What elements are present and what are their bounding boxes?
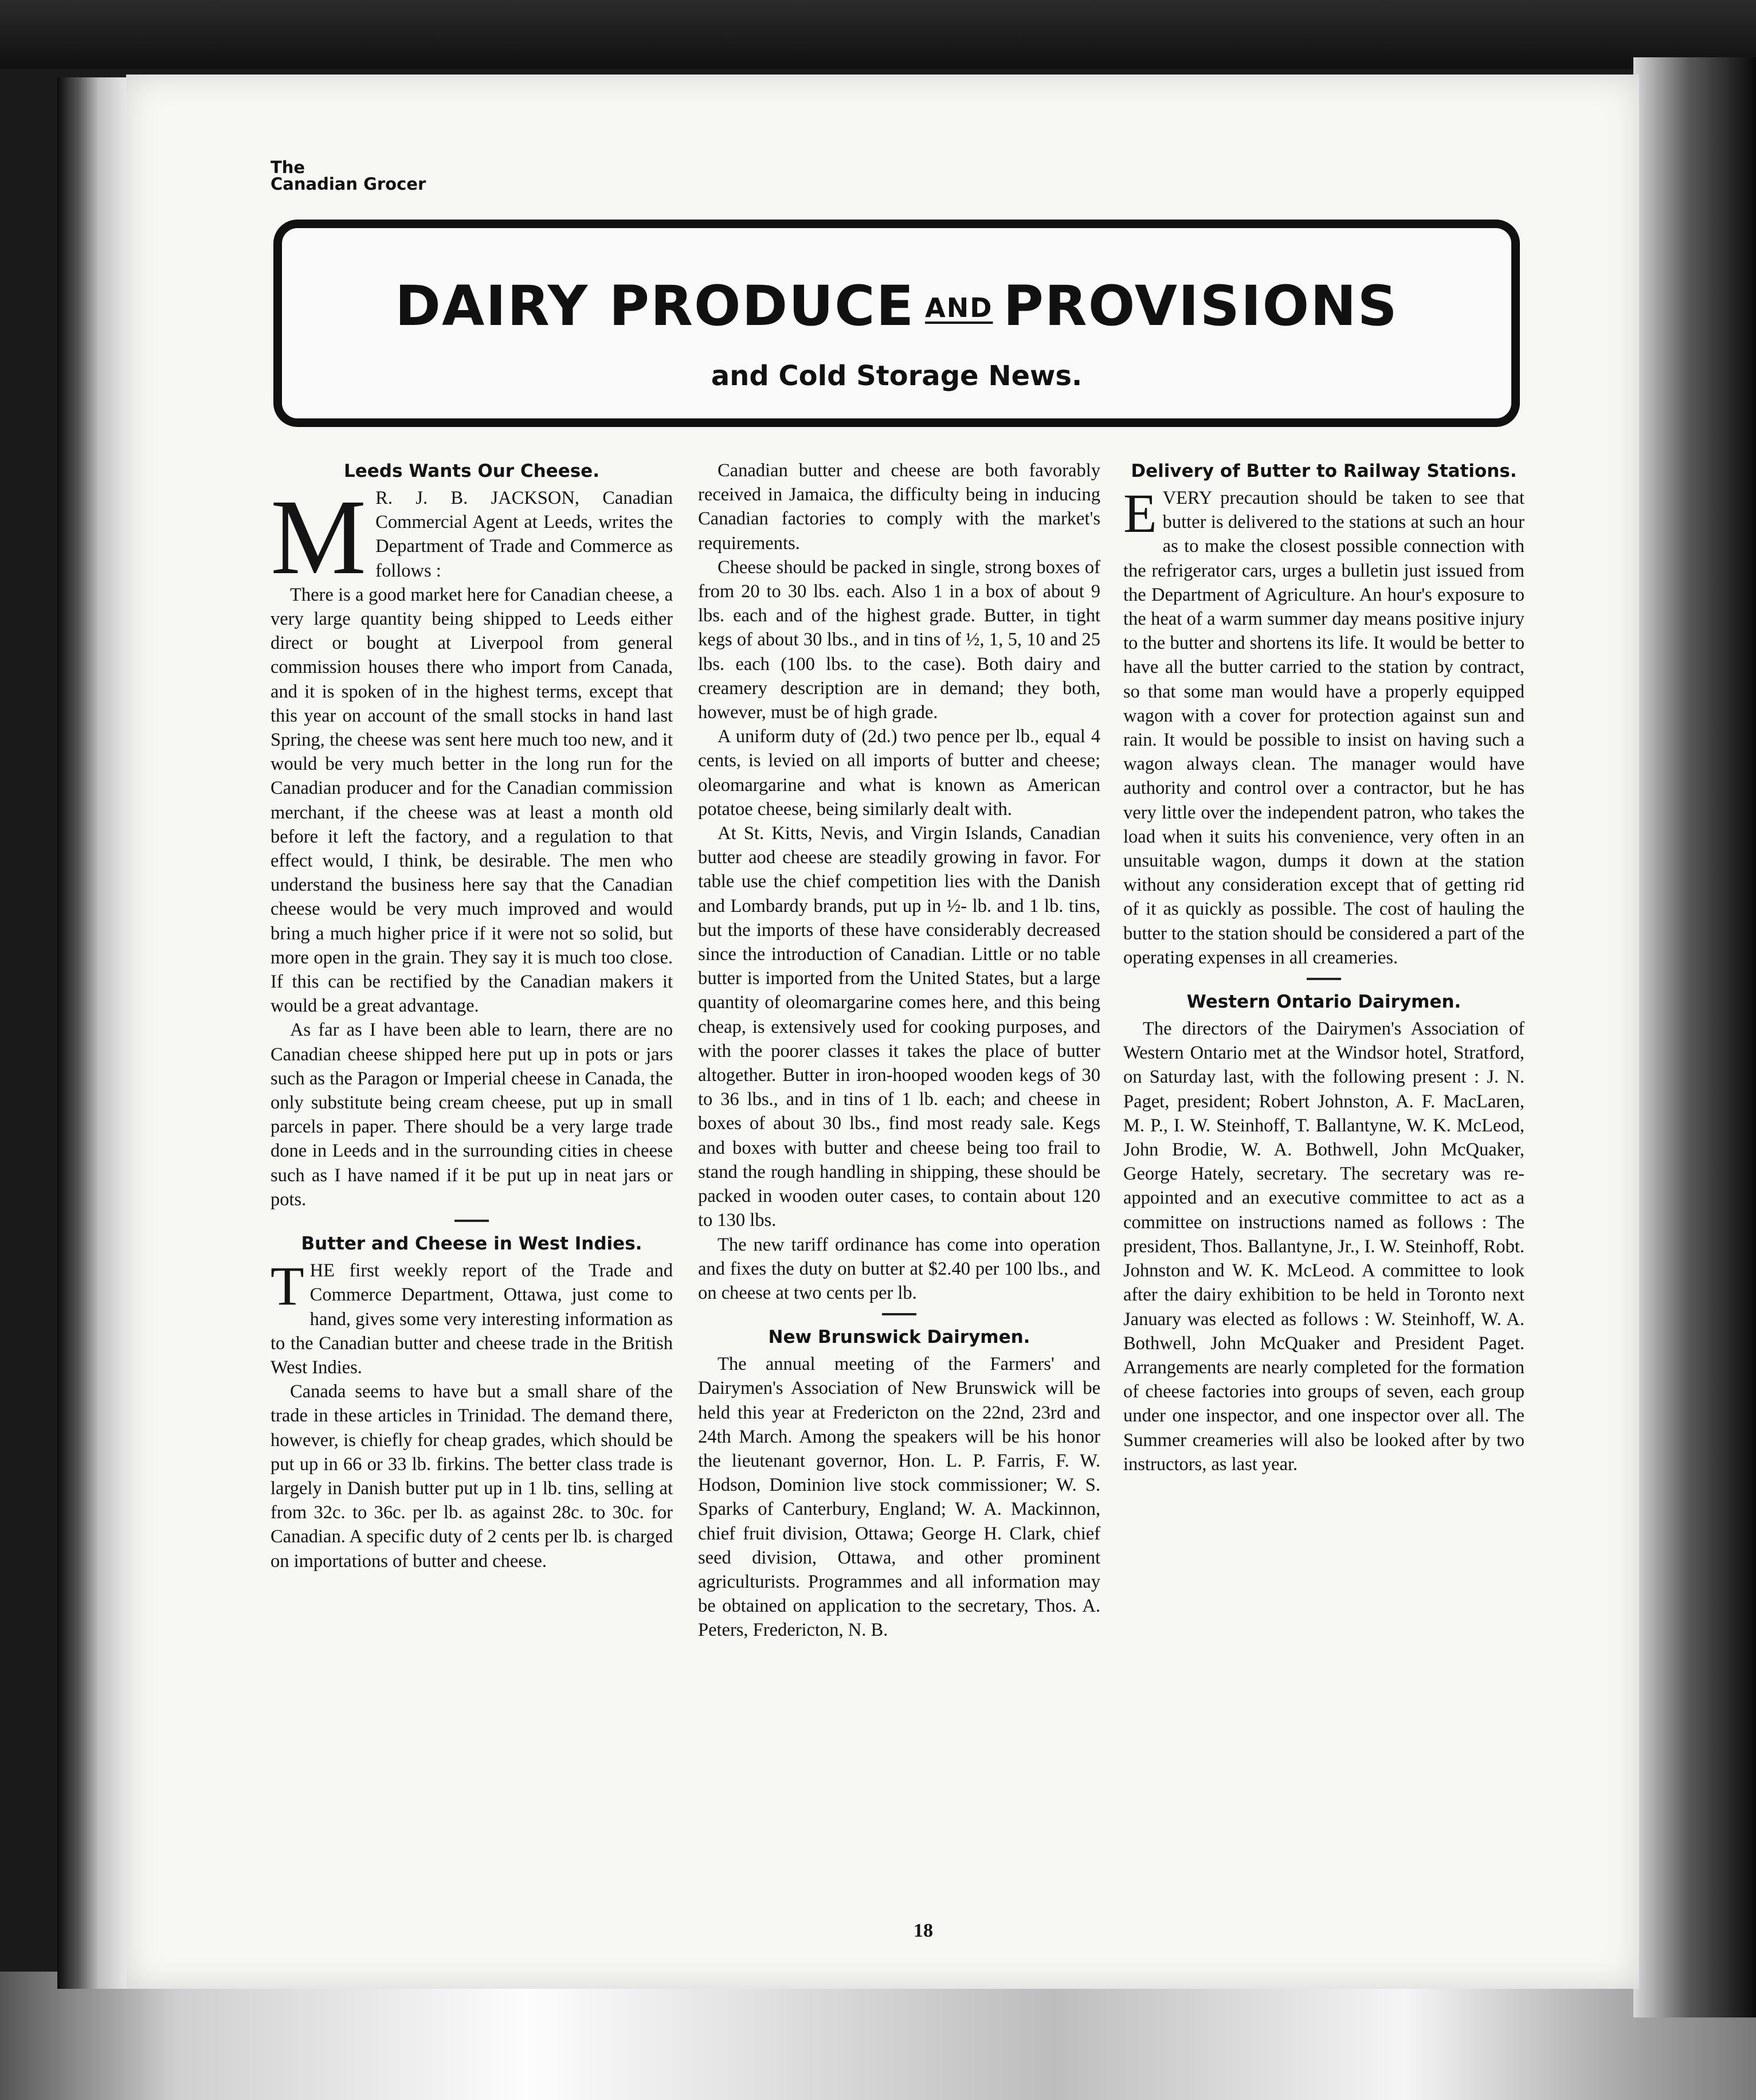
title-and: AND: [925, 292, 993, 323]
dropcap-leeds: M: [271, 477, 367, 597]
railway-paragraph-text: VERY precaution should be taken to see that butter is delivered to the stations at such an hour as to make the closest possible connection with the refrigerator cars, urges a bulletin just issued from the Department of Agriculture. An hour's exposure to the heat of a warm summer day means positive injury to the butter and shortens its life. It would be better to have all the butter carried to the station by contract, so that some man would have a properly equipped wagon with a cover for protection against sun and rain. It would be possible to insist on having such a wagon always clean. The manager would have authority and control over a contractor, but he has very little over the independent patron, who takes the load when it suits his convenience, very often in an unsuitable wagon, dumps it down at the station without any consideration except that of getting rid of it as quickly as possible. The cost of hauling the butter to the station should be considered a part of the operating expenses in all creameries.: [1123, 488, 1524, 968]
leeds-lead: [271, 477, 673, 597]
west-indies-lead-text: HE first weekly report of the Trade and Commerce Department, Ottawa, just come to hand, gives some very interesting information as to the Canadian butter and cheese trade in the British West Indies.: [271, 1260, 673, 1378]
column-2: [698, 459, 1100, 1643]
dropcap-west-indies: T: [271, 1255, 304, 1317]
heading-new-brunswick: New Brunswick Dairymen.: [768, 1327, 1030, 1348]
book-spine-left: [57, 77, 126, 1989]
west-indies-paragraph-1: Canada seems to have but a small share of the trade in these articles in Trinidad. The demand there, however, is chiefly for cheap grades, which should be put up in 66 or 33 lb. firkins. The better class trade is largely in Danish butter put up in 1 lb. tins, selling at from 32c. to 36c. per lb. as against 28c. to 30c. for Canadian. A specific duty of 2 cents per lb. is charged on importations of butter and cheese.: [271, 1381, 673, 1572]
west-indies-paragraph-2: Canadian butter and cheese are both favorably received in Jamaica, the difficulty being in inducing Canadian factories to comply with the market's requirements.: [698, 460, 1100, 554]
heading-leeds: Leeds Wants Our Cheese.: [343, 461, 599, 481]
west-indies-lead: [271, 1255, 673, 1380]
heading-western-ontario: Western Ontario Dairymen.: [1186, 992, 1461, 1013]
section-divider: [1307, 978, 1341, 980]
west-indies-paragraph-5: At St. Kitts, Nevis, and Virgin Islands, Canadian butter aod cheese are steadily growing in favor. For table use the chief competition lies with the Danish and Lombardy brands, put up in ½- lb. and 1 lb. tins, but the imports of these have considerably decreased since the introduction of Canadian. Little or no table butter is imported from the United States, but a large quantity of oleomargarine comes here, and this being cheap, is extensively used for cooking purposes, and with the poorer classes it takes the place of butter altogether. Butter in iron-hooped wooden kegs of 30 to 36 lbs., and in tins of 1 lb. each; and cheese in boxes of about 30 lbs., find most ready sale. Kegs and boxes with butter and cheese being too frail to stand the rough handling in shipping, these should be packed in wooden outer cases, to contain about 120 to 130 lbs.: [698, 823, 1100, 1231]
section-subtitle: and Cold Storage News.: [711, 360, 1083, 392]
west-indies-paragraph-6: The new tariff ordinance has come into operation and fixes the duty on butter at $2.40 per 100 lbs., and on cheese at two cents per lb.: [698, 1234, 1100, 1303]
leeds-paragraph-1: There is a good market here for Canadian cheese, a very large quantity being shipped to Leeds either direct or bought at Liverpool from general commission houses there who import from Canada, and it is spoken of in the highest terms, except that this year on account of the small stocks in hand last Spring, the cheese was sent here much too new, and it would be very much better in the long run for the Canadian producer and for the Canadian commission merchant, if the cheese was at least a month old before it left the factory, and a regulation to that effect would, I think, be desirable. The men who understand the business here say that the Canadian cheese would be very much improved and would bring a much higher price if it were not so solid, but more open in the grain. They say it is much too close. If this can be rectified by the Canadian makers it would be a great advantage.: [271, 584, 673, 1017]
column-3: [1123, 459, 1524, 1476]
masthead-line-1: The: [271, 158, 305, 177]
new-brunswick-paragraph-1: The annual meeting of the Farmers' and Dairymen's Association of New Brunswick will be held this year at Fredericton on the 22nd, 23rd and 24th March. Among the speakers will be his honor the lieutenant governor, Hon. L. P. Farris, F. W. Hodson, Dominion live stock commissioner; W. S. Sparks of Canterbury, England; W. A. Mackinnon, chief fruit division, Ottawa; George H. Clark, chief seed division, Ottawa, and other prominent agriculturists. Programmes and all information may be obtained on application to the secretary, Thos. A. Peters, Fredericton, N. B.: [698, 1354, 1100, 1641]
masthead: [271, 159, 426, 193]
section-title: [282, 274, 1511, 338]
scan-border-bottom: [0, 1972, 1756, 2100]
heading-west-indies: Butter and Cheese in West Indies.: [301, 1233, 642, 1255]
section-divider: [882, 1313, 916, 1315]
leeds-lead-text: R. J. B. JACKSON, Canadian Commercial Agent at Leeds, writes the Department of Trade and Commerce as follows :: [375, 488, 673, 581]
title-left: DAIRY PRODUCE: [395, 274, 915, 338]
west-indies-paragraph-3: Cheese should be packed in single, strong boxes of from 20 to 30 lbs. each. Also 1 in a box of about 9 lbs. each and of the highest grade. Butter, in tight kegs of about 30 lbs., and in tins of ½, 1, 5, 10 and 25 lbs. each (100 lbs. to the case). Both dairy and creamery description are in demand; they both, however, must be of high grade.: [698, 557, 1100, 723]
west-indies-paragraph-4: A uniform duty of (2d.) two pence per lb., equal 4 cents, is levied on all imports of butter and cheese; oleomargarine and what is known as American potatoe cheese, being similarly dealt with.: [698, 726, 1100, 820]
western-ontario-paragraph-1: The directors of the Dairymen's Association of Western Ontario met at the Windsor hotel, Stratford, on Saturday last, with the following present : J. N. Paget, president; Robert Johnston, A. F. MacLaren, M. P., I. W. Steinhoff, T. Ballantyne, W. K. McLeod, John Brodie, W. A. Bothwell, John McQuaker, George Hately, secretary. The secretary was re-appointed and an executive committee to act as a committee on instructions named as follows : The president, Thos. Ballantyne, Jr., I. W. Steinhoff, Robt. Johnston and W. K. McLeod. A committee to look after the dairy exhibition to be held in Toronto next January was elected as follows : W. Steinhoff, W. A. Bothwell, John McQuaker and President Paget. Arrangements are nearly completed for the formation of cheese factories into groups of seven, each group under one inspector, and one inspector over all. The Summer creameries will also be looked after by two instructors, as last year.: [1123, 1018, 1524, 1475]
dropcap-railway: E: [1123, 483, 1157, 544]
title-right: PROVISIONS: [1003, 274, 1398, 338]
leeds-paragraph-2: As far as I have been able to learn, there are no Canadian cheese shipped here put up in pots or jars such as the Paragon or Imperial cheese in Canada, the only substitute being cream cheese, put up in small parcels in paper. There should be a very large trade done in Leeds and in the surrounding cities in cheese such as I have named if it be put up in neat jars or pots.: [271, 1020, 673, 1210]
page-number: 18: [914, 1920, 933, 1941]
masthead-line-2: Canadian Grocer: [271, 174, 426, 194]
section-title-box: [273, 220, 1520, 427]
column-1: [271, 459, 673, 1573]
heading-railway: Delivery of Butter to Railway Stations.: [1131, 461, 1517, 481]
railway-paragraph-1: [1123, 483, 1524, 970]
scan-border-top: [0, 0, 1756, 69]
book-edge-right: [1633, 57, 1756, 2017]
section-divider: [454, 1220, 489, 1222]
